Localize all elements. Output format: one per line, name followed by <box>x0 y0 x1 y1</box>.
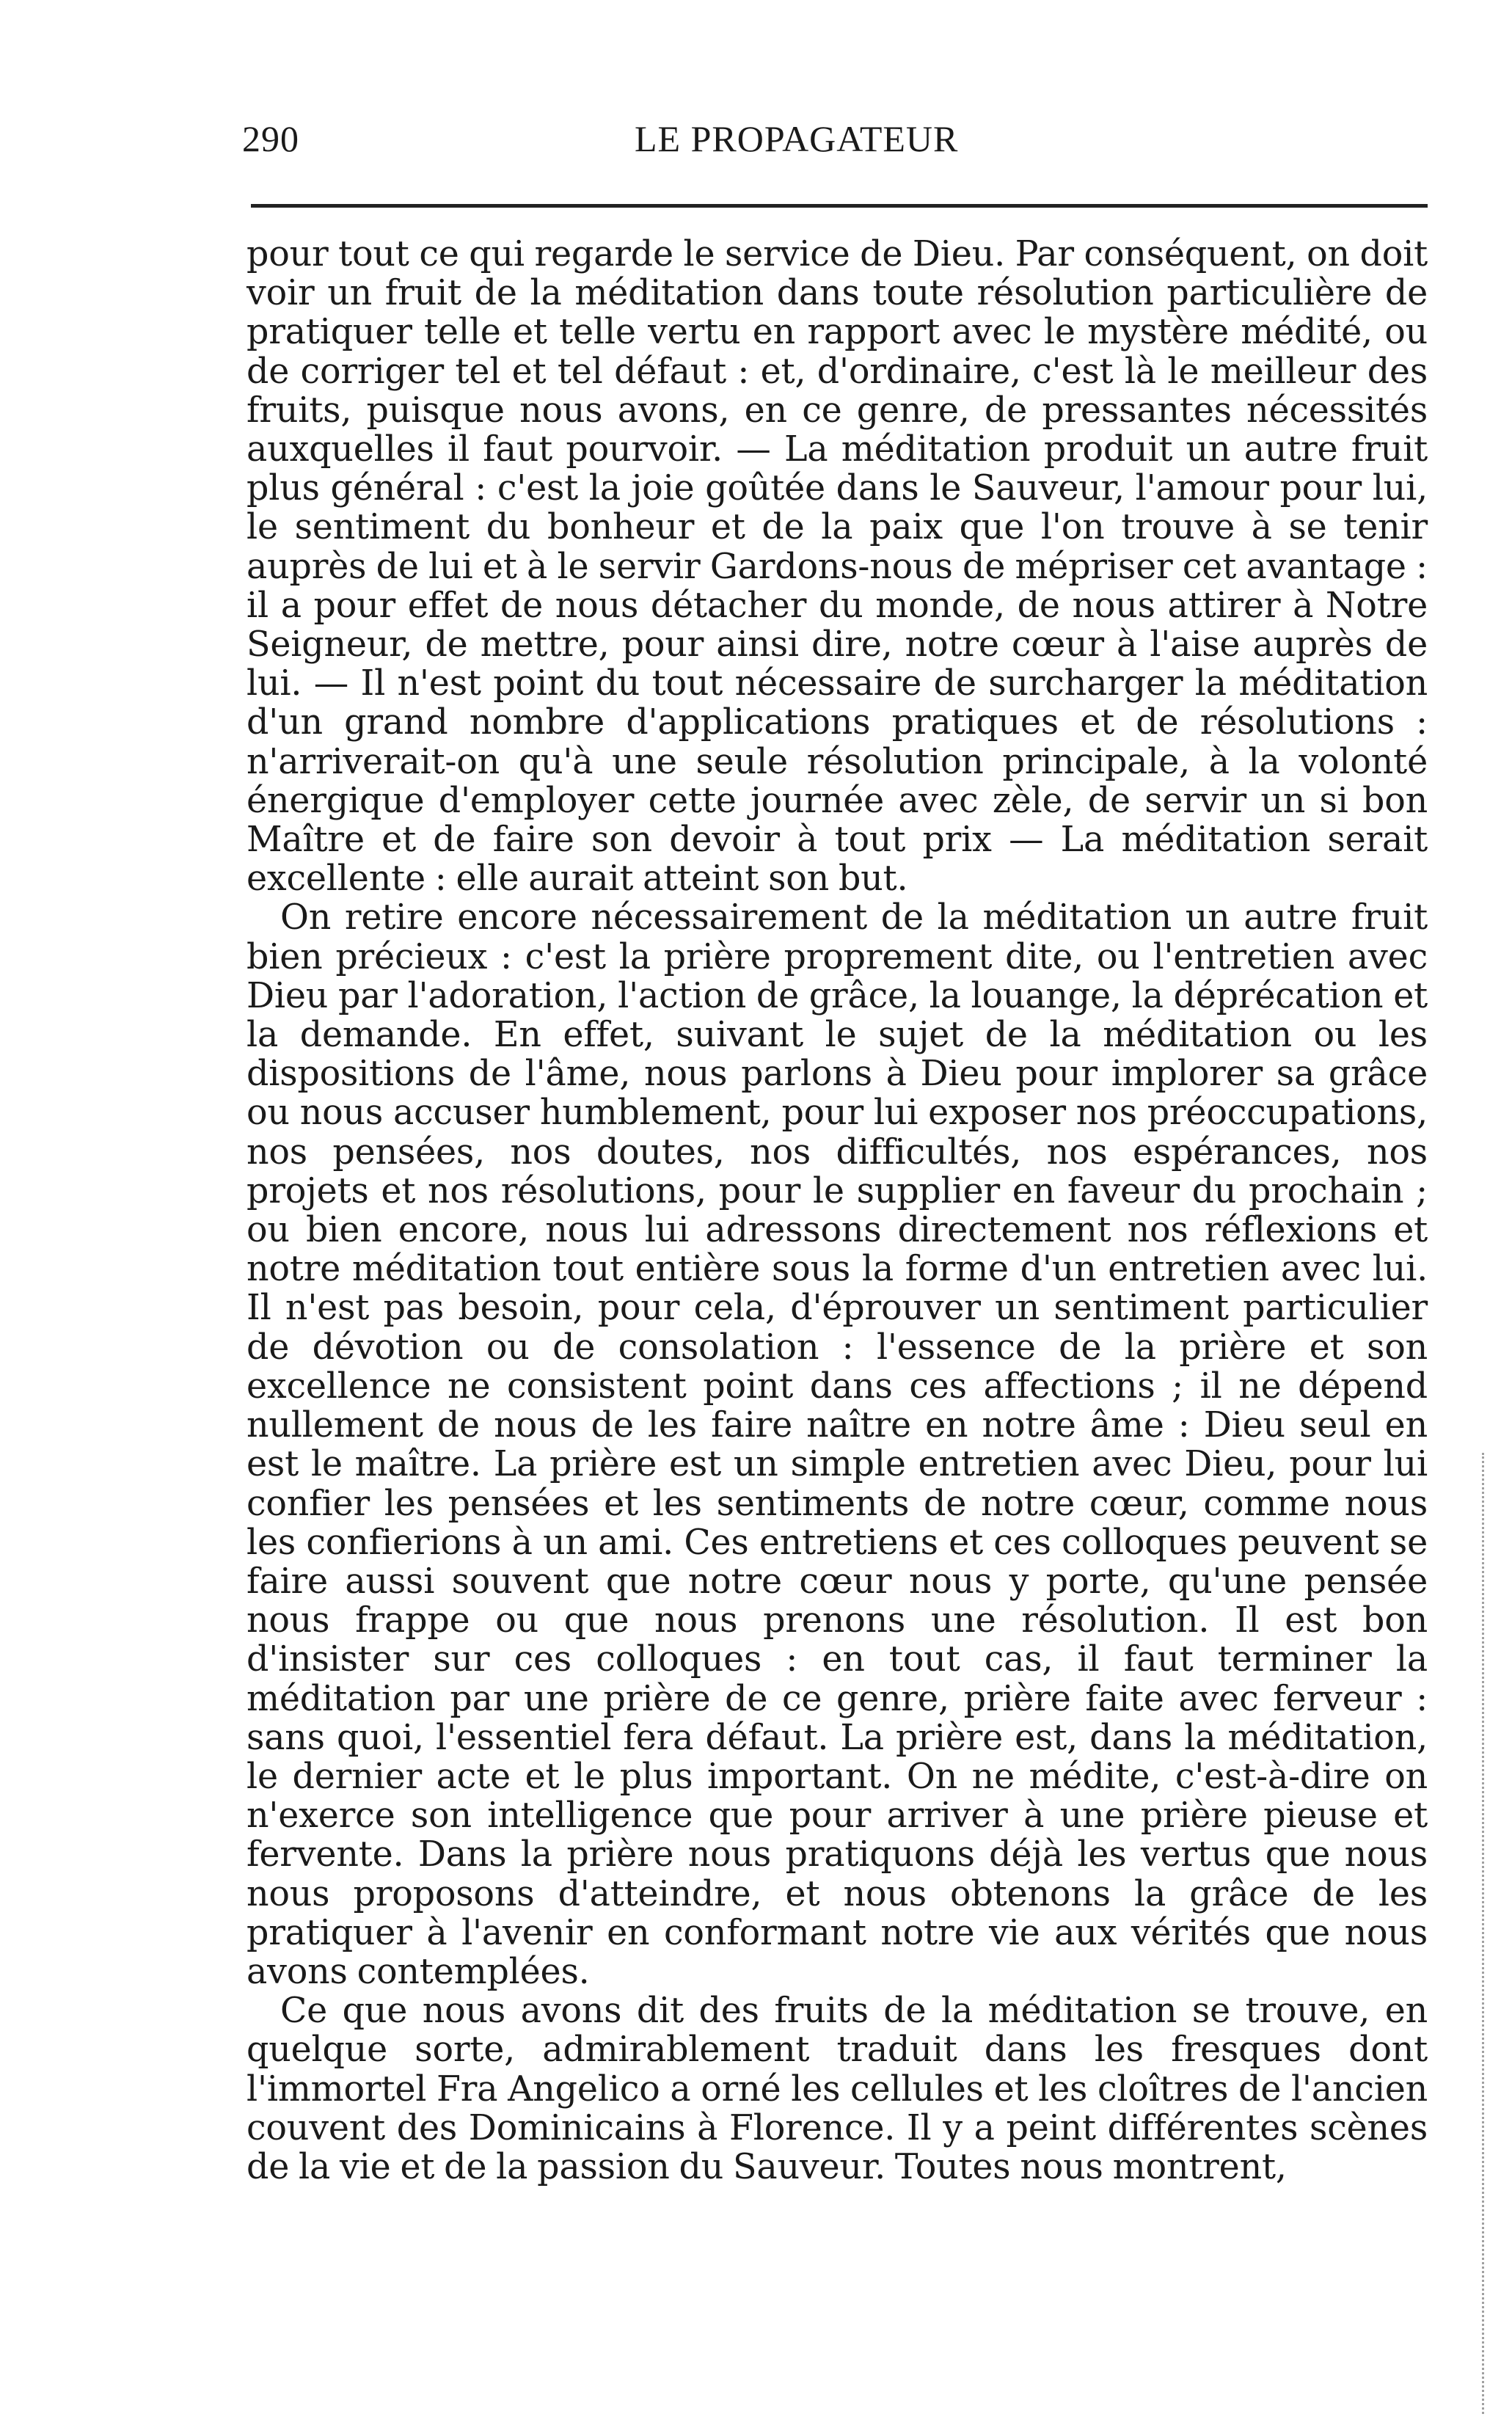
paragraph-3: Ce que nous avons dit des fruits de la méditation se trouve, en quelque sorte, admirablement traduit dans les fresques dont l'immortel Fra Angelico a orné les cellules et les cloîtres de l'ancien couvent des Dominicains à Florence. Il y a peint différentes scènes de la vie et de la passion du Sauveur. Toutes nous montrent, <box>246 1991 1428 2187</box>
page-number: 290 <box>242 118 299 159</box>
binding-margin-marks <box>1482 1453 1490 2414</box>
header-rule <box>251 204 1428 208</box>
running-title: LE PROPAGATEUR <box>635 118 959 159</box>
paragraph-1: pour tout ce qui regarde le service de Dieu. Par conséquent, on doit voir un fruit de la méditation dans toute résolution particulière de pratiquer telle et telle vertu en rapport avec le mystère médité, ou de corriger tel et tel défaut : et, d'ordinaire, c'est là le meilleur des fruits, puisque nous avons, en ce genre, de pressantes nécessités auxquelles il faut pourvoir. — La méditation produit un autre fruit plus général : c'est la joie goûtée dans le Sauveur, l'amour pour lui, le sentiment du bonheur et de la paix que l'on trouve à se tenir auprès de lui et à le servir Gardons-nous de mépriser cet avantage : il a pour effet de nous détacher du monde, de nous attirer à Notre Seigneur, de mettre, pour ainsi dire, notre cœur à l'aise auprès de lui. — Il n'est point du tout nécessaire de surcharger la méditation d'un grand nombre d'applications pratiques et de résolutions : n'arriverait-on qu'à une seule résolution principale, à la volonté énergique d'employer cette journée avec zèle, de servir un si bon Maître et de faire son devoir à tout prix — La méditation serait excellente : elle aurait atteint son but. <box>246 234 1428 900</box>
paragraph-2: On retire encore nécessairement de la méditation un autre fruit bien précieux : c'est la prière proprement dite, ou l'entretien avec Dieu par l'adoration, l'action de grâce, la louange, la déprécation et la demande. En effet, suivant le sujet de la méditation ou les dispositions de l'âme, nous parlons à Dieu pour implorer sa grâce ou nous accuser humblement, pour lui exposer nos préoccupations, nos pensées, nos doutes, nos difficultés, nos espérances, nos projets et nos résolutions, pour le supplier en faveur du prochain ; ou bien encore, nous lui adressons directement nos réflexions et notre méditation tout entière sous la forme d'un entretien avec lui. Il n'est pas besoin, pour cela, d'éprouver un sentiment particulier de dévotion ou de consolation : l'essence de la prière et son excellence ne consistent point dans ces affections ; il ne dépend nullement de nous de les faire naître en notre âme : Dieu seul en est le maître. La prière est un simple entretien avec Dieu, pour lui confier les pensées et les sentiments de notre cœur, comme nous les confierions à un ami. Ces entretiens et ces colloques peuvent se faire aussi souvent que notre cœur nous y porte, qu'une pensée nous frappe ou que nous prenons une résolution. Il est bon d'insister sur ces colloques : en tout cas, il faut terminer la méditation par une prière de ce genre, prière faite avec ferveur : sans quoi, l'essentiel fera défaut. La prière est, dans la méditation, le dernier acte et le plus important. On ne médite, c'est-à-dire on n'exerce son intelligence que pour arriver à une prière pieuse et fervente. Dans la prière nous pratiquons déjà les vertus que nous nous proposons d'atteindre, et nous obtenons la grâce de les pratiquer à l'avenir en conformant notre vie aux vérités que nous avons contemplées. <box>246 897 1428 1992</box>
page-header <box>242 117 1431 169</box>
body-text <box>246 235 1428 2187</box>
